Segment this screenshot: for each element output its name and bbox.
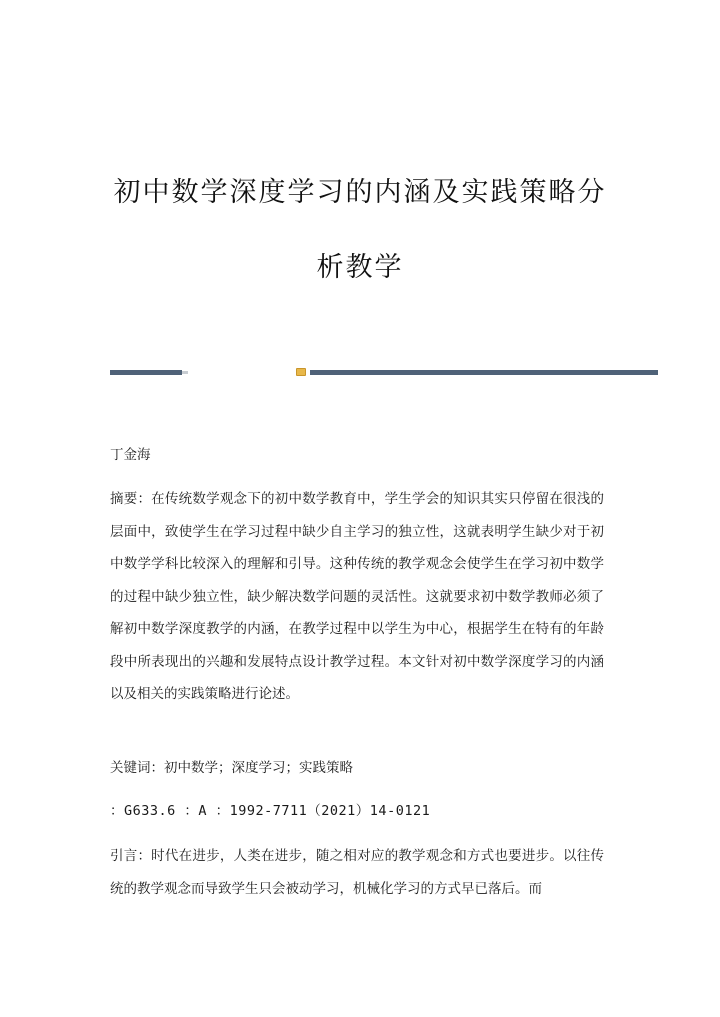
document-title-line-2: 析教学 [316, 252, 404, 283]
divider-bar-right [310, 370, 658, 375]
keywords-line: 关键词：初中数学；深度学习；实践策略 [110, 760, 353, 776]
divider-bar-left [110, 370, 182, 375]
abstract-paragraph: 摘要：在传统数学观念下的初中数学教育中，学生学会的知识其实只停留在很浅的层面中，致使学生在学习过程中缺少自主学习的独立性，这就表明学生缺少对于初中数学学科比较深入的理解和引导。这种传统的教学观念会使学生在学习初中数学的过程中缺少独立性，缺少解决数学问题的灵活性。这就要求初中数学教师必须了解初中数学深度教学的内涵，在教学过程中以学生为中心，根据学生在特有的年龄段中所表现出的兴趣和发展特点设计教学过程。本文针对初中数学深度学习的内涵以及相关的实践策略进行论述。 [110, 491, 604, 702]
document-title-line-1: 初中数学深度学习的内涵及实践策略分 [113, 177, 607, 208]
author-name: 丁金海 [110, 447, 151, 463]
introduction-paragraph: 引言：时代在进步，人类在进步，随之相对应的教学观念和方式也要进步。以往传统的教学观念而导致学生只会被动学习，机械化学习的方式早已落后。而 [110, 848, 604, 897]
divider-bar-gap [182, 371, 188, 374]
title-divider [110, 368, 658, 376]
classification-line: ：G633.6 ：A ：1992-7711（2021）14-0121 [110, 803, 431, 819]
divider-marker-icon [296, 368, 306, 376]
